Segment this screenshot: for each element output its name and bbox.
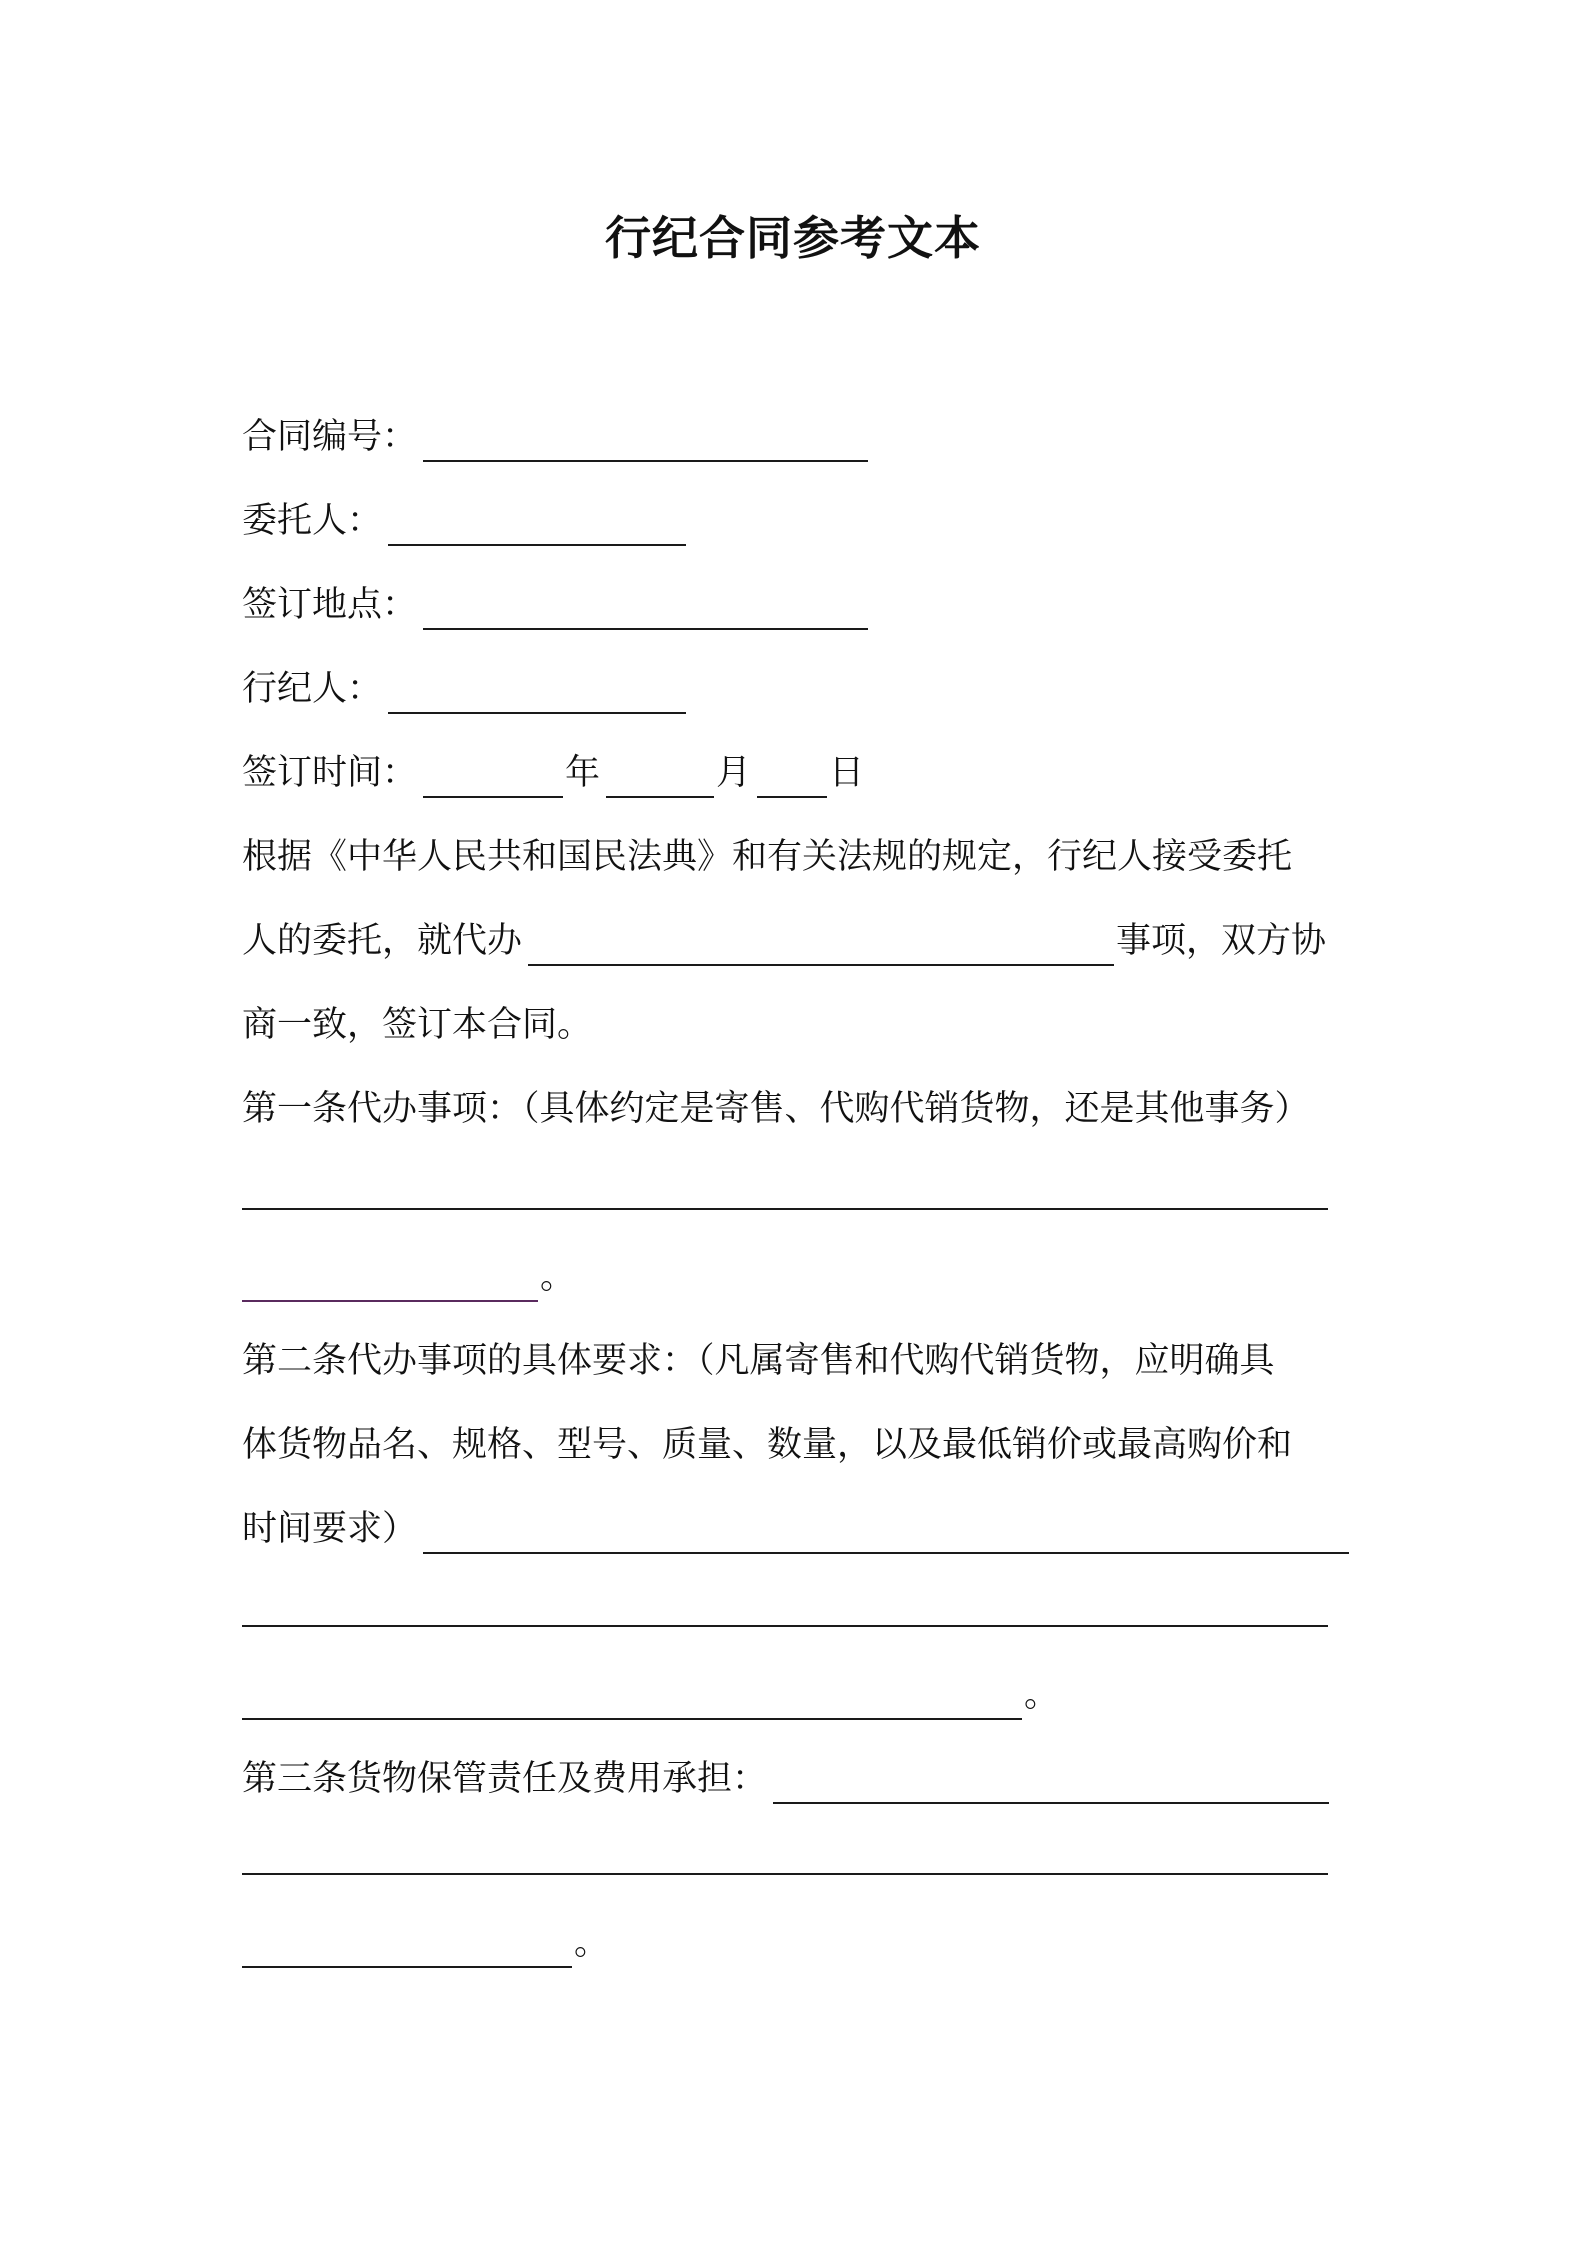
- article-3-fill-line-3: [242, 1918, 609, 1968]
- article-2-fill-line-2[interactable]: [242, 1625, 1328, 1627]
- article-3-fill-line-2[interactable]: [242, 1873, 1328, 1875]
- field-contract-no: [242, 412, 870, 462]
- preamble-prefix: 人的委托，就代办: [242, 921, 523, 961]
- end-mark: 。: [574, 1923, 610, 1963]
- commission-agent-blank[interactable]: [388, 672, 686, 714]
- day-label: 日: [829, 753, 865, 793]
- matter-blank[interactable]: [528, 924, 1114, 966]
- article-1-blank[interactable]: [242, 1260, 538, 1302]
- article-1-fill-line-1[interactable]: [242, 1208, 1328, 1210]
- day-blank[interactable]: [757, 756, 827, 798]
- end-mark: 。: [540, 1257, 576, 1297]
- month-label: 月: [716, 753, 752, 793]
- field-commission-agent: [242, 664, 688, 714]
- article-2-fill-line-3: [242, 1670, 1059, 1720]
- article-1-heading: 第一条代办事项：（具体约定是寄售、代购代销货物，还是其他事务）: [242, 1089, 1310, 1129]
- article-2-prefix: 时间要求）: [242, 1509, 418, 1549]
- article-3-blank-3[interactable]: [242, 1926, 572, 1968]
- field-label: 签订地点：: [242, 585, 418, 625]
- field-label: 合同编号：: [242, 417, 418, 457]
- article-3-heading: 第三条货物保管责任及费用承担：: [242, 1759, 768, 1799]
- contract-no-blank[interactable]: [423, 420, 868, 462]
- article-2-blank-3[interactable]: [242, 1678, 1022, 1720]
- article-2-line-3: [242, 1504, 1351, 1554]
- article-2-line-2: 体货物品名、规格、型号、质量、数量，以及最低销价或最高购价和: [242, 1425, 1293, 1465]
- field-label: 行纪人：: [242, 669, 383, 709]
- preamble-suffix: 事项，双方协: [1116, 921, 1327, 961]
- year-blank[interactable]: [423, 756, 563, 798]
- article-2-blank-1[interactable]: [423, 1512, 1349, 1554]
- preamble-line-1: 根据《中华人民共和国民法典》和有关法规的规定，行纪人接受委托: [242, 837, 1293, 877]
- field-principal: [242, 496, 688, 546]
- field-label: 签订时间：: [242, 753, 418, 793]
- year-label: 年: [565, 753, 601, 793]
- field-sign-place: [242, 580, 870, 630]
- article-3-line-1: [242, 1754, 1331, 1804]
- field-sign-time: [242, 748, 864, 798]
- preamble-line-2: [242, 916, 1326, 966]
- sign-place-blank[interactable]: [423, 588, 868, 630]
- end-mark: 。: [1024, 1675, 1060, 1715]
- month-blank[interactable]: [606, 756, 714, 798]
- article-1-fill-line-2: [242, 1252, 575, 1302]
- document-title: 行纪合同参考文本: [605, 211, 981, 265]
- article-2-line-1: 第二条代办事项的具体要求：（凡属寄售和代购代销货物，应明确具: [242, 1341, 1275, 1381]
- preamble-line-3: 商一致，签订本合同。: [242, 1005, 593, 1045]
- article-3-blank-1[interactable]: [773, 1762, 1329, 1804]
- principal-blank[interactable]: [388, 504, 686, 546]
- field-label: 委托人：: [242, 501, 383, 541]
